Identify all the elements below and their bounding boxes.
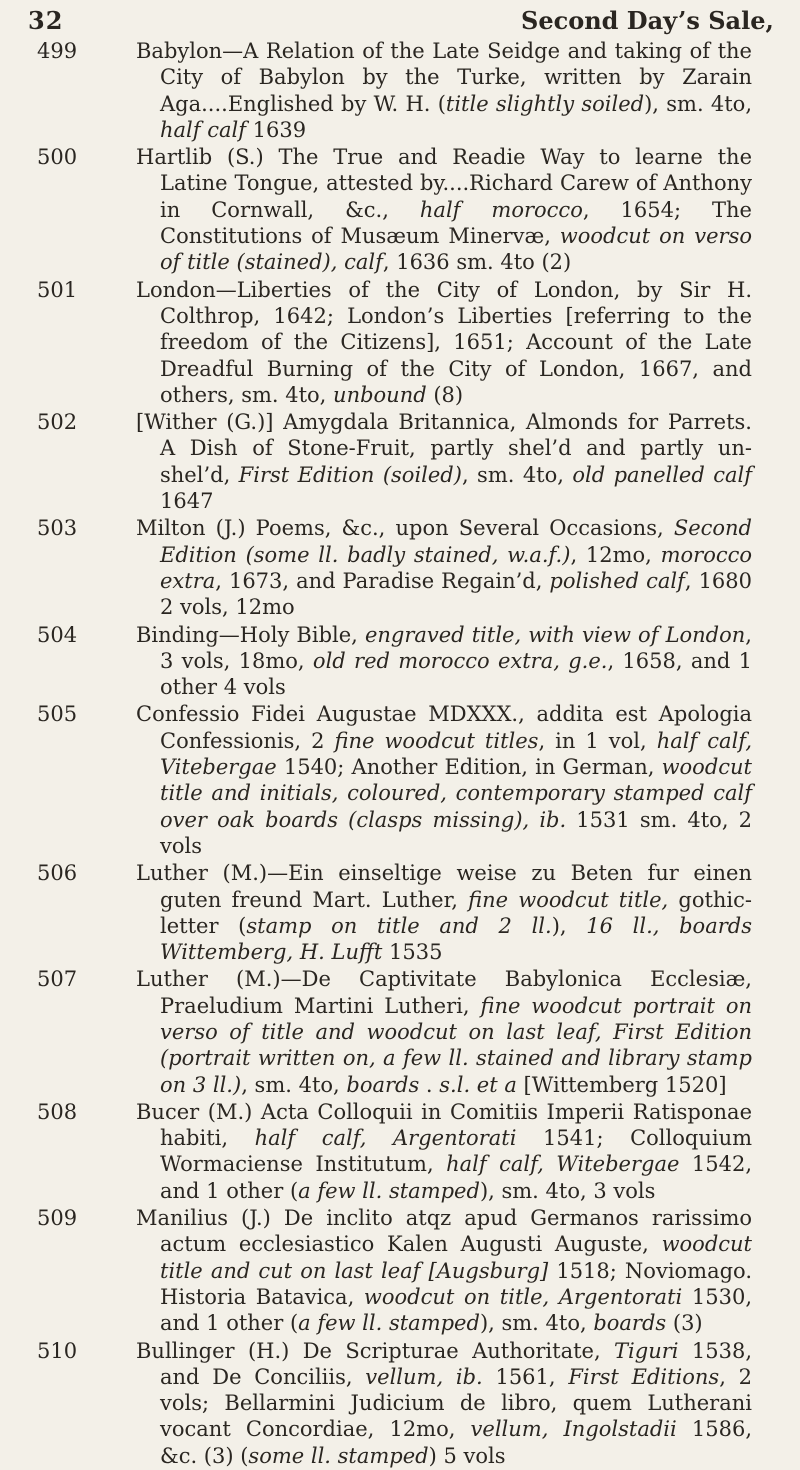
description-text: Bullinger (H.) De Scripturae Authoritate, (136, 1338, 615, 1363)
description-italic: 16 ll., boards Wittemberg, H. Lufft (160, 913, 752, 965)
lot-entry (0, 1338, 800, 1469)
description-italic: old panelled calf (572, 462, 752, 487)
description-italic: engraved title, with view of London (364, 622, 746, 647)
lot-description (136, 144, 752, 275)
description-text: 1538, and De Conciliis, (160, 1338, 753, 1389)
description-italic: s.l. et a (439, 1072, 517, 1097)
description-text: ), sm. 4to, (479, 1311, 594, 1336)
description-text: , 2 vols; Bellarmini Judicium de libro, quem Lutherani vocant Concordiae, 12mo, (160, 1364, 752, 1442)
description-italic: fine woodcut portrait on verso of title and woodcut on last leaf, First Edition (portrait written on, a few ll. stained and library stamp on 3 ll.) (160, 993, 752, 1097)
description-italic: half calf, Argentorati (254, 1126, 517, 1151)
description-italic: vellum, Ingolstadii (470, 1417, 677, 1442)
description-italic: half morocco (419, 197, 583, 222)
description-text: , 12mo, (570, 542, 661, 567)
running-title: Second Day’s Sale, (521, 6, 774, 35)
description-text: 1531 sm. 4to, 2 vols (160, 807, 753, 858)
description-text: , 1658, and 1 other 4 vols (160, 648, 753, 700)
description-italic: a few ll. stamped (298, 1311, 480, 1336)
lot-number: 507 (37, 967, 78, 992)
description-text: ), sm. 4to, 3 vols (479, 1178, 656, 1203)
description-text: [Wither (G.)] Amygdala Britannica, Almonds for Parrets. A Dish of Stone-Fruit, partly shel’d and partly un-shel’d, (136, 410, 752, 487)
description-italic: vellum, ib. (365, 1364, 483, 1389)
description-italic: fine woodcut title, (468, 887, 679, 912)
description-italic: Tiguri (614, 1338, 679, 1363)
lot-description (136, 966, 752, 1097)
description-italic: polished calf (549, 568, 685, 593)
description-text: gothic-letter ( (160, 887, 752, 938)
description-text: (8) (426, 382, 464, 407)
lot-number: 504 (37, 622, 78, 647)
lot-number: 500 (37, 145, 78, 170)
description-italic: unbound (333, 382, 427, 407)
description-italic: old red morocco extra, g.e. (312, 648, 608, 673)
lot-number: 502 (37, 410, 78, 435)
description-text: ), sm. 4to, (644, 91, 753, 116)
lot-entry (0, 144, 800, 275)
lot-description (136, 860, 752, 965)
description-italic: First Editions (568, 1364, 720, 1389)
lot-number: 499 (37, 39, 78, 63)
lot-list (0, 38, 800, 1470)
description-italic: Second Edition (some ll. badly stained, w.a.f.) (160, 516, 752, 567)
lot-entry (0, 38, 800, 143)
description-text: Hartlib (S.) The True and Readie Way to learne the Latine Tongue, attested by....Richard Carew of Anthony in Cornwall, &c., (136, 145, 752, 222)
description-text: , 1673, and Paradise Regain’d, (215, 568, 550, 593)
description-text: 1541; Colloquium Wormaciense Institutum, (160, 1126, 753, 1177)
description-italic: boards (346, 1072, 420, 1097)
description-text: , sm. 4to, (461, 462, 573, 487)
description-italic: woodcut title and initials, coloured, contemporary stamped calf over oak boards (clasps missing), ib. (160, 755, 752, 832)
description-text: 1647 (160, 489, 214, 514)
description-italic: First Edition (soiled) (238, 462, 462, 487)
description-text: 1530, and 1 other ( (160, 1284, 753, 1336)
lot-entry (0, 1205, 800, 1336)
description-text: 1542, and 1 other ( (160, 1152, 752, 1203)
description-italic: half calf (160, 117, 246, 142)
description-text: [Wittemberg 1520] (516, 1072, 727, 1097)
description-text: 1535 (382, 940, 443, 965)
description-italic: woodcut title and cut on last leaf [Augsburg] (160, 1232, 752, 1283)
description-text: , sm. 4to, (241, 1072, 347, 1097)
description-text: , 1680 2 vols, 12mo (160, 568, 753, 620)
description-text: 1586, &c. (3) ( (160, 1417, 752, 1468)
description-text: 1639 (245, 117, 307, 142)
description-text: 1518; Noviomago. Historia Batavica, (160, 1258, 752, 1309)
description-text: Manilius (J.) De inclito atqz apud Germanos rarissimo actum ecclesiastico Kalen Augusti Auguste, (136, 1206, 752, 1257)
lot-entry (0, 701, 800, 859)
description-text: , in 1 vol, (538, 728, 657, 753)
description-italic: half calf, Witebergae (446, 1152, 680, 1177)
lot-description (136, 277, 752, 408)
lot-description (136, 38, 752, 143)
lot-entry (0, 860, 800, 965)
description-italic: half calf, Vitebergae (160, 728, 752, 780)
lot-entry (0, 515, 800, 620)
description-italic: some ll. stamped (248, 1443, 429, 1468)
lot-description (136, 515, 752, 620)
lot-number: 501 (37, 277, 78, 302)
description-italic: title slightly soiled (445, 91, 645, 116)
lot-number: 509 (37, 1206, 78, 1231)
lot-description (136, 1099, 752, 1204)
description-text: (3) (666, 1311, 703, 1336)
page-number: 32 (28, 6, 64, 35)
description-italic: a few ll. stamped (298, 1178, 480, 1203)
description-text: Luther (M.)—Ein einseltige weise zu Beten fur einen guten freund Mart. Luther, (136, 861, 752, 912)
lot-entry (0, 966, 800, 1097)
lot-number: 508 (37, 1099, 78, 1124)
lot-description (136, 1338, 752, 1469)
description-text: , 3 vols, 18mo, (160, 622, 752, 673)
description-text: Luther (M.)—De Captivitate Babylonica Ecclesiæ, Praeludium Martini Lutheri, (136, 967, 752, 1018)
lot-entry (0, 277, 800, 408)
lot-entry (0, 1099, 800, 1204)
description-text: 1561, (482, 1364, 569, 1389)
lot-description (136, 701, 752, 859)
description-text: . (419, 1072, 440, 1097)
lot-description (136, 409, 752, 514)
description-italic: woodcut on verso of title (stained), calf (160, 224, 752, 275)
lot-number: 505 (37, 702, 78, 727)
description-italic: fine woodcut titles (334, 728, 539, 753)
lot-entry (0, 409, 800, 514)
description-text: ), (551, 913, 587, 938)
description-text: Confessio Fidei Augustae MDXXX., addita est Apologia Confessionis, 2 (136, 702, 752, 753)
lot-number: 506 (37, 861, 78, 886)
description-italic: woodcut on title, Argentorati (363, 1284, 683, 1309)
description-text: London—Liberties of the City of London, by Sir H. Colthrop, 1642; London’s Liberties [referring to the freedom of the Citizens], 1651; Account of the Late Dreadful Burning of the City of London, 1667, and others, sm. 4to, (136, 277, 752, 407)
description-italic: boards (593, 1311, 667, 1336)
description-italic: stamp on title and 2 ll. (246, 913, 552, 938)
lot-description (136, 622, 752, 701)
description-text: Babylon—A Relation of the Late Seidge and taking of the City of Babylon by the Turke, written by Zarain Aga....Englished by W. H. ( (136, 39, 752, 116)
description-text: , 1636 sm. 4to (2) (382, 250, 572, 275)
description-text: ) 5 vols (428, 1443, 506, 1468)
description-italic: morocco extra (160, 542, 752, 593)
lot-number: 510 (37, 1338, 78, 1363)
running-head (0, 2, 800, 36)
lot-entry (0, 622, 800, 701)
lot-number: 503 (37, 516, 78, 541)
lot-description (136, 1205, 752, 1336)
description-text: Binding—Holy Bible, (136, 622, 365, 647)
description-text: , 1654; The Constitutions of Musæum Minervæ, (160, 197, 752, 249)
description-text: Bucer (M.) Acta Colloquii in Comitiis Imperii Ratisponae habiti, (136, 1099, 752, 1151)
description-text: Milton (J.) Poems, &c., upon Several Occasions, (136, 516, 674, 541)
description-text: 1540; Another Edition, in German, (276, 755, 662, 780)
